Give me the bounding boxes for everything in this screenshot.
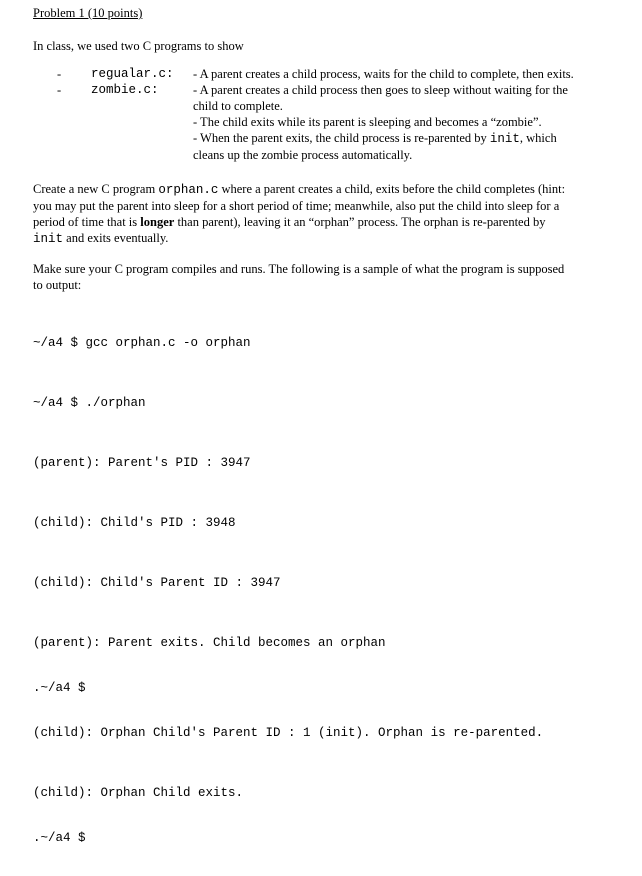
output-line: (child): Orphan Child exits. xyxy=(33,786,244,800)
output-line: (child): Child's Parent ID : 3947 xyxy=(33,576,281,590)
file-name: zombie.c: xyxy=(91,83,159,97)
description-text: , which xyxy=(519,131,557,145)
output-line: (parent): Parent exits. Child becomes an orphan xyxy=(33,636,386,650)
orphan-file-code: orphan.c xyxy=(158,183,219,197)
description-line: - A parent creates a child process, waits for the child to complete, then exits. xyxy=(193,67,574,81)
task-line xyxy=(33,214,613,230)
file-description xyxy=(193,82,613,163)
sample-line: to output: xyxy=(33,278,82,292)
sample-line: Make sure your C program compiles and runs. The following is a sample of what the program is supposed xyxy=(33,262,565,276)
output-line: .~/a4 $ xyxy=(33,831,86,845)
output-line: ~/a4 $ ./orphan xyxy=(33,396,146,410)
description-line: child to complete. xyxy=(193,99,283,113)
init-code: init xyxy=(489,132,520,146)
output-line: ~/a4 $ gcc orphan.c -o orphan xyxy=(33,336,251,350)
description-line xyxy=(193,130,613,147)
init-code: init xyxy=(33,232,64,246)
bullet-dash: - xyxy=(57,83,62,97)
list-item xyxy=(33,66,613,82)
sample-paragraph xyxy=(33,261,613,293)
problem-heading: Problem 1 (10 points) xyxy=(33,6,143,20)
task-text: period of time that is xyxy=(33,215,141,229)
task-line xyxy=(33,230,613,247)
output-line: (child): Child's PID : 3948 xyxy=(33,516,236,530)
list-item xyxy=(33,82,613,163)
intro-text: In class, we used two C programs to show xyxy=(33,39,244,53)
task-text: where a parent creates a child, exits before the child completes (hint: xyxy=(218,182,566,196)
file-name: regualar.c: xyxy=(91,67,174,81)
output-line: .~/a4 $ xyxy=(33,681,86,695)
task-text: Create a new C program xyxy=(33,182,159,196)
emphasis-longer: longer xyxy=(140,215,175,229)
task-line xyxy=(33,181,613,198)
description-text: - When the parent exits, the child process is re-parented by xyxy=(193,131,490,145)
description-line: - A parent creates a child process then goes to sleep without waiting for the xyxy=(193,83,568,97)
sample-output xyxy=(33,306,613,876)
output-line: (child): Orphan Child's Parent ID : 1 (init). Orphan is re-parented. xyxy=(33,726,544,740)
output-line: (parent): Parent's PID : 3947 xyxy=(33,456,251,470)
description-line: cleans up the zombie process automatically. xyxy=(193,148,413,162)
task-text: and exits eventually. xyxy=(63,231,169,245)
program-list xyxy=(33,66,613,163)
file-description xyxy=(193,66,613,82)
description-line: - The child exits while its parent is sleeping and becomes a “zombie”. xyxy=(193,115,542,129)
task-text: than parent), leaving it an “orphan” process. The orphan is re-parented by xyxy=(174,215,546,229)
bullet-dash: - xyxy=(57,67,62,81)
task-paragraph xyxy=(33,181,613,247)
document-page xyxy=(33,6,613,876)
task-line: you may put the parent into sleep for a short period of time; meanwhile, also put the child into sleep for a xyxy=(33,199,560,213)
